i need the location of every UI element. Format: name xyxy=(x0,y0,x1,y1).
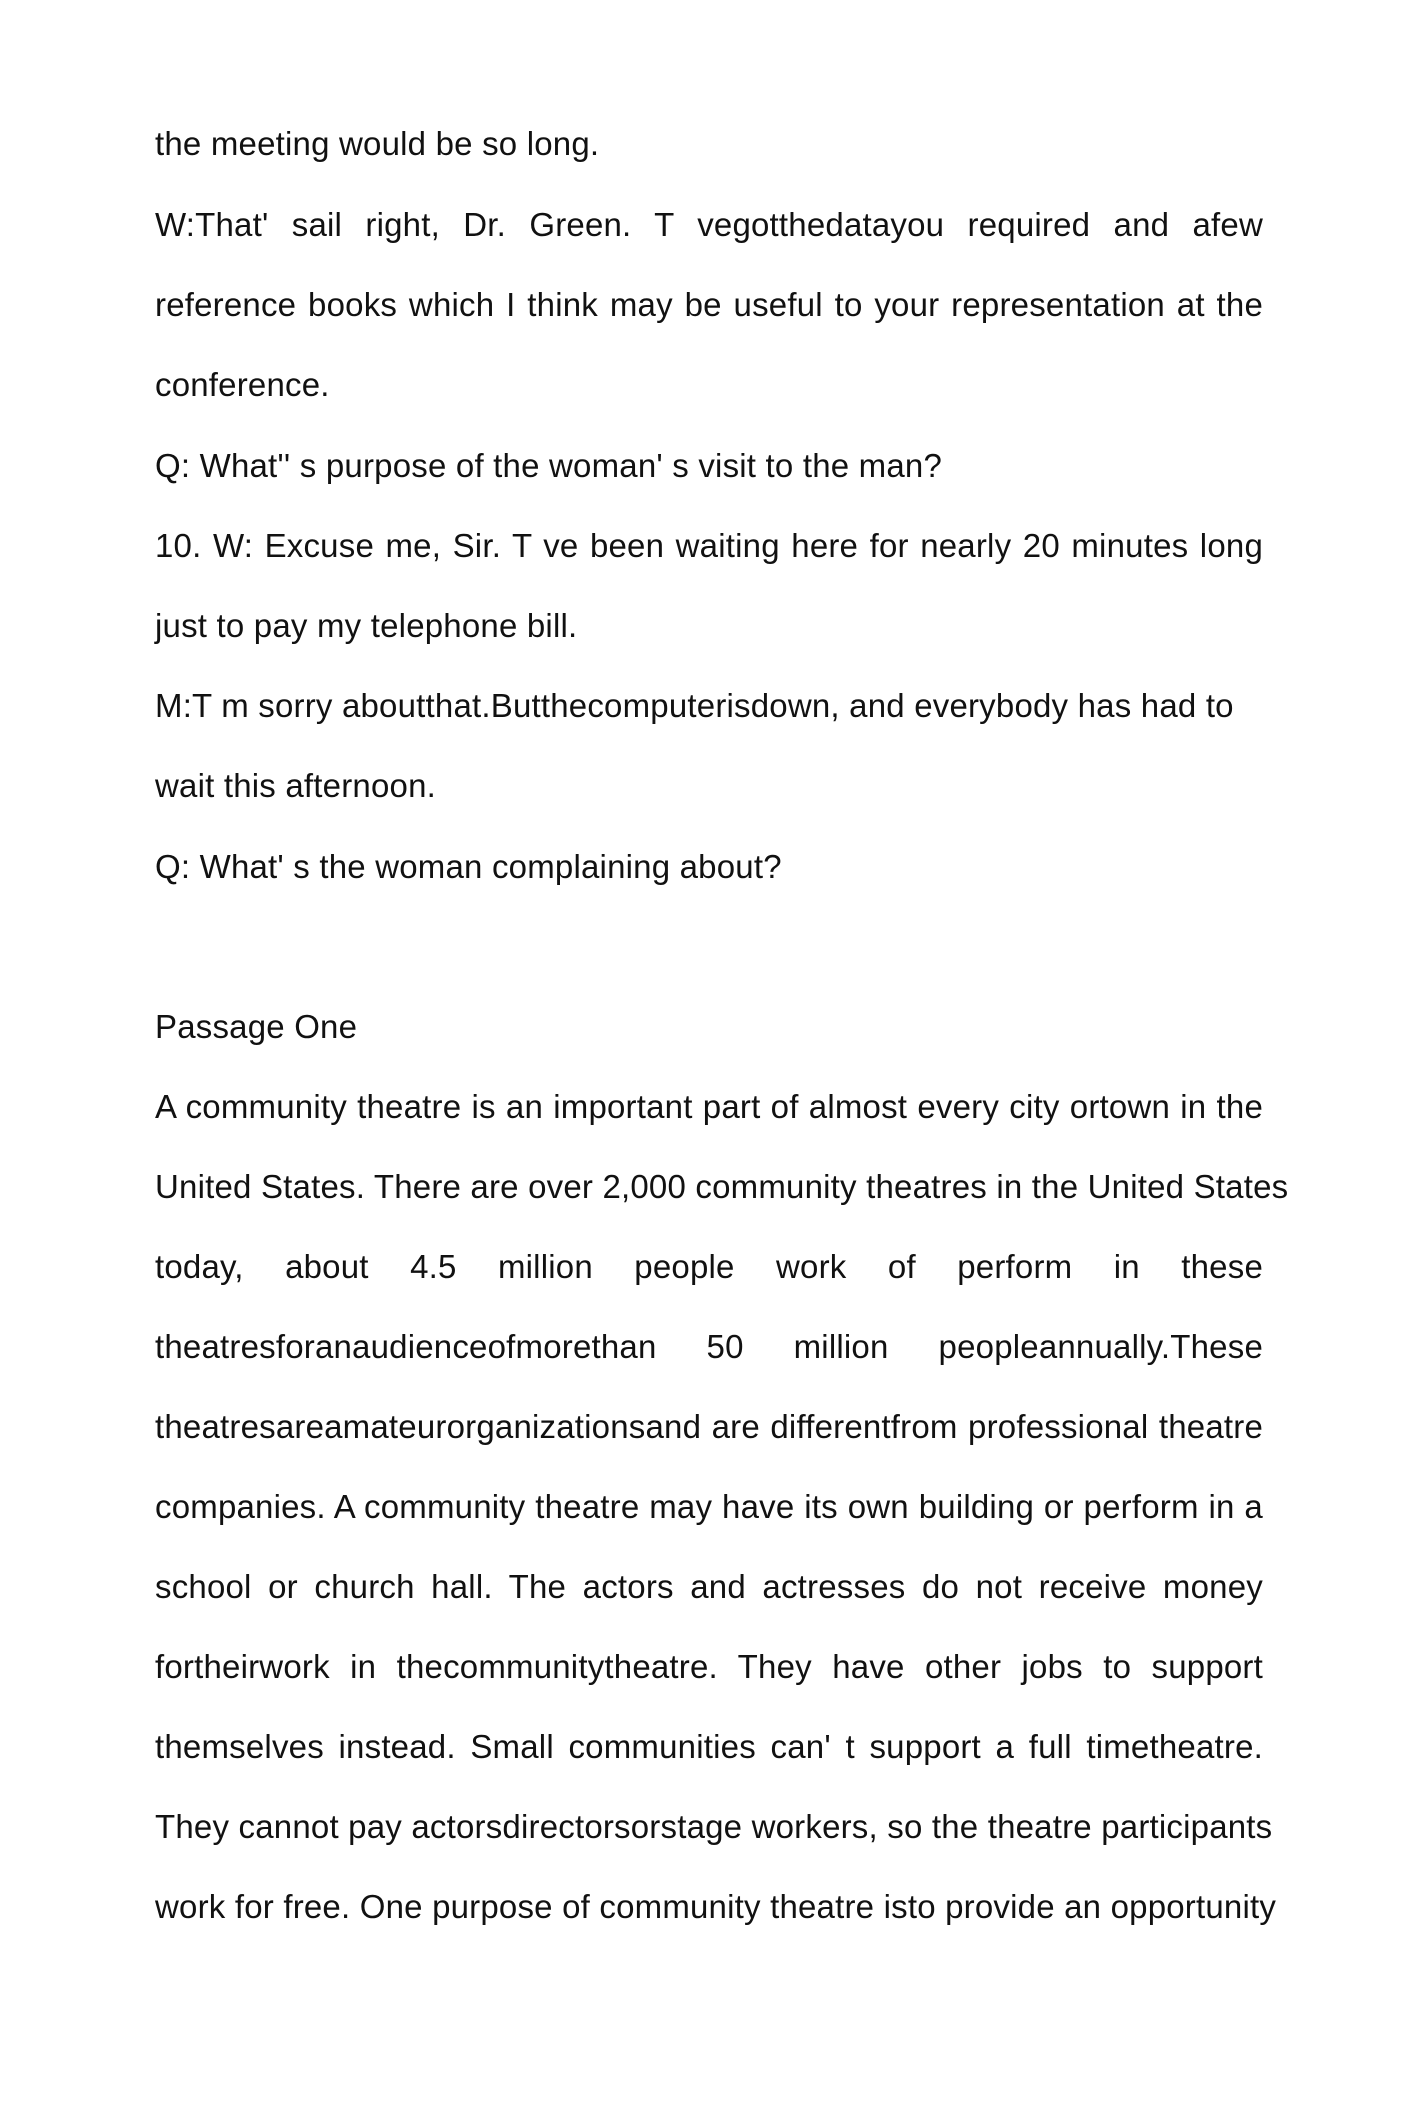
text-line: wait this afternoon. xyxy=(155,767,436,804)
text-line: theatresareamateurorganizationsand are differentfrom professional theatre xyxy=(155,1408,1263,1445)
text-line: W:That' sail right, Dr. Green. T vegotthedatayou required and afew xyxy=(155,206,1263,243)
text-line: They cannot pay actorsdirectorsorstage workers, so the theatre participants xyxy=(155,1808,1273,1845)
text-line: fortheirwork in thecommunitytheatre. They have other jobs to support xyxy=(155,1648,1263,1685)
text-line: conference. xyxy=(155,366,330,403)
text-line: M:T m sorry aboutthat.Butthecomputerisdown, and everybody has had to xyxy=(155,687,1234,724)
text-line: work for free. One purpose of community theatre isto provide an opportunity xyxy=(155,1888,1277,1925)
section-heading: Passage One xyxy=(155,1008,358,1045)
text-line: school or church hall. The actors and actresses do not receive money xyxy=(155,1568,1263,1605)
text-line: A community theatre is an important part of almost every city ortown in the xyxy=(155,1088,1263,1125)
text-line: companies. A community theatre may have its own building or perform in a xyxy=(155,1488,1263,1525)
text-line: reference books which I think may be useful to your representation at the xyxy=(155,286,1263,323)
text-line: the meeting would be so long. xyxy=(155,125,600,162)
text-line: just to pay my telephone bill. xyxy=(155,607,578,644)
text-line: today, about 4.5 million people work of perform in these xyxy=(155,1248,1263,1285)
text-line: Q: What'' s purpose of the woman' s visit to the man? xyxy=(155,447,943,484)
text-line: theatresforanaudienceofmorethan 50 million peopleannually.These xyxy=(155,1328,1263,1365)
text-line: United States. There are over 2,000 community theatres in the United States xyxy=(155,1168,1289,1205)
text-line: themselves instead. Small communities can' t support a full timetheatre. xyxy=(155,1728,1263,1765)
text-line: 10. W: Excuse me, Sir. T ve been waiting here for nearly 20 minutes long xyxy=(155,527,1263,564)
text-line: Q: What' s the woman complaining about? xyxy=(155,848,782,885)
